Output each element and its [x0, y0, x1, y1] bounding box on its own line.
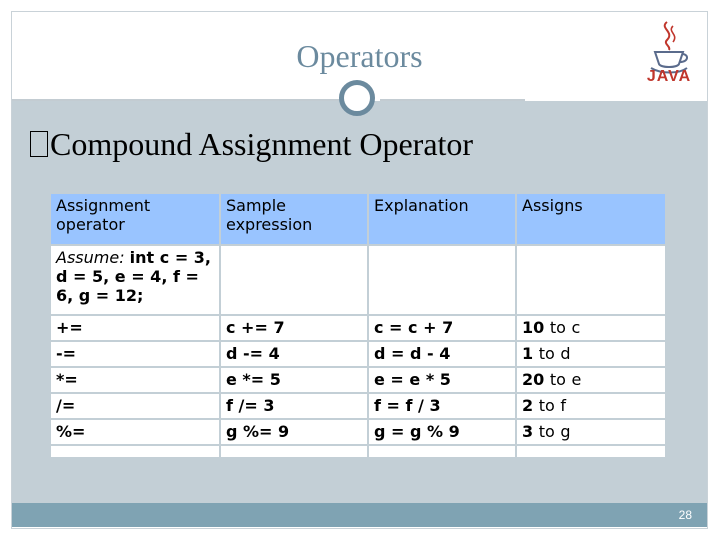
assigns-to: to [549, 318, 566, 337]
heading-text: Compound Assignment Operator [50, 126, 474, 162]
cell-sample: f /= 3 [220, 393, 368, 419]
cell-operator: /= [50, 393, 220, 419]
assigns-to: to [549, 370, 566, 389]
slide-title: Operators [296, 38, 423, 74]
table-cell [220, 245, 368, 315]
empty-row [50, 445, 666, 469]
cell-explanation: f = f / 3 [368, 393, 516, 419]
assigns-to: to [538, 344, 555, 363]
header-sample-expression: Sample expression [220, 193, 368, 245]
header-explanation: Explanation [368, 193, 516, 245]
operator-table [49, 192, 665, 457]
cell-sample: d -= 4 [220, 341, 368, 367]
assigns-value: 1 [522, 344, 534, 363]
cell-assigns [516, 341, 666, 367]
bullet-box-icon [30, 131, 48, 157]
cell-operator: *= [50, 367, 220, 393]
cell-assigns [516, 315, 666, 341]
cell-explanation: g = g % 9 [368, 419, 516, 445]
table-cell [516, 445, 666, 469]
cell-operator: += [50, 315, 220, 341]
java-cup-logo-icon [645, 18, 693, 98]
cell-explanation: d = d - 4 [368, 341, 516, 367]
table-cell [368, 245, 516, 315]
header-assigns: Assigns [516, 193, 666, 245]
assigns-to: to [538, 396, 555, 415]
assume-cell [50, 245, 220, 315]
cell-explanation: e = e * 5 [368, 367, 516, 393]
table-cell [368, 445, 516, 469]
table-cell [50, 445, 220, 469]
table-row [50, 315, 666, 341]
assigns-value: 2 [522, 396, 534, 415]
assigns-var: e [571, 370, 582, 389]
cell-sample: c += 7 [220, 315, 368, 341]
assigns-var: g [560, 422, 571, 441]
cell-assigns [516, 393, 666, 419]
assigns-var: f [560, 396, 566, 415]
table-row [50, 341, 666, 367]
footer-bar [12, 503, 707, 527]
assigns-value: 3 [522, 422, 534, 441]
assigns-var: c [571, 318, 581, 337]
table-cell [220, 445, 368, 469]
table-row [50, 393, 666, 419]
cell-operator: %= [50, 419, 220, 445]
table-row [50, 419, 666, 445]
table-row [50, 367, 666, 393]
assigns-value: 20 [522, 370, 545, 389]
table-header-row [50, 193, 666, 245]
assigns-var: d [560, 344, 571, 363]
assigns-value: 10 [522, 318, 545, 337]
cell-explanation: c = c + 7 [368, 315, 516, 341]
header-assignment-operator: Assignment operator [50, 193, 220, 245]
bullet-heading [30, 126, 473, 163]
assume-label: Assume: [56, 248, 125, 267]
assume-text: int c = 3, d = 5, e = 4, f = 6, g = 12; [56, 248, 212, 305]
cell-sample: e *= 5 [220, 367, 368, 393]
assume-row [50, 245, 666, 315]
cell-assigns [516, 367, 666, 393]
ring-ornament-icon [339, 80, 375, 116]
cell-sample: g %= 9 [220, 419, 368, 445]
cell-operator: -= [50, 341, 220, 367]
table-cell [516, 245, 666, 315]
java-logo-text: JAVA [646, 68, 692, 85]
cell-assigns [516, 419, 666, 445]
page-number: 28 [678, 508, 692, 522]
assigns-to: to [538, 422, 555, 441]
